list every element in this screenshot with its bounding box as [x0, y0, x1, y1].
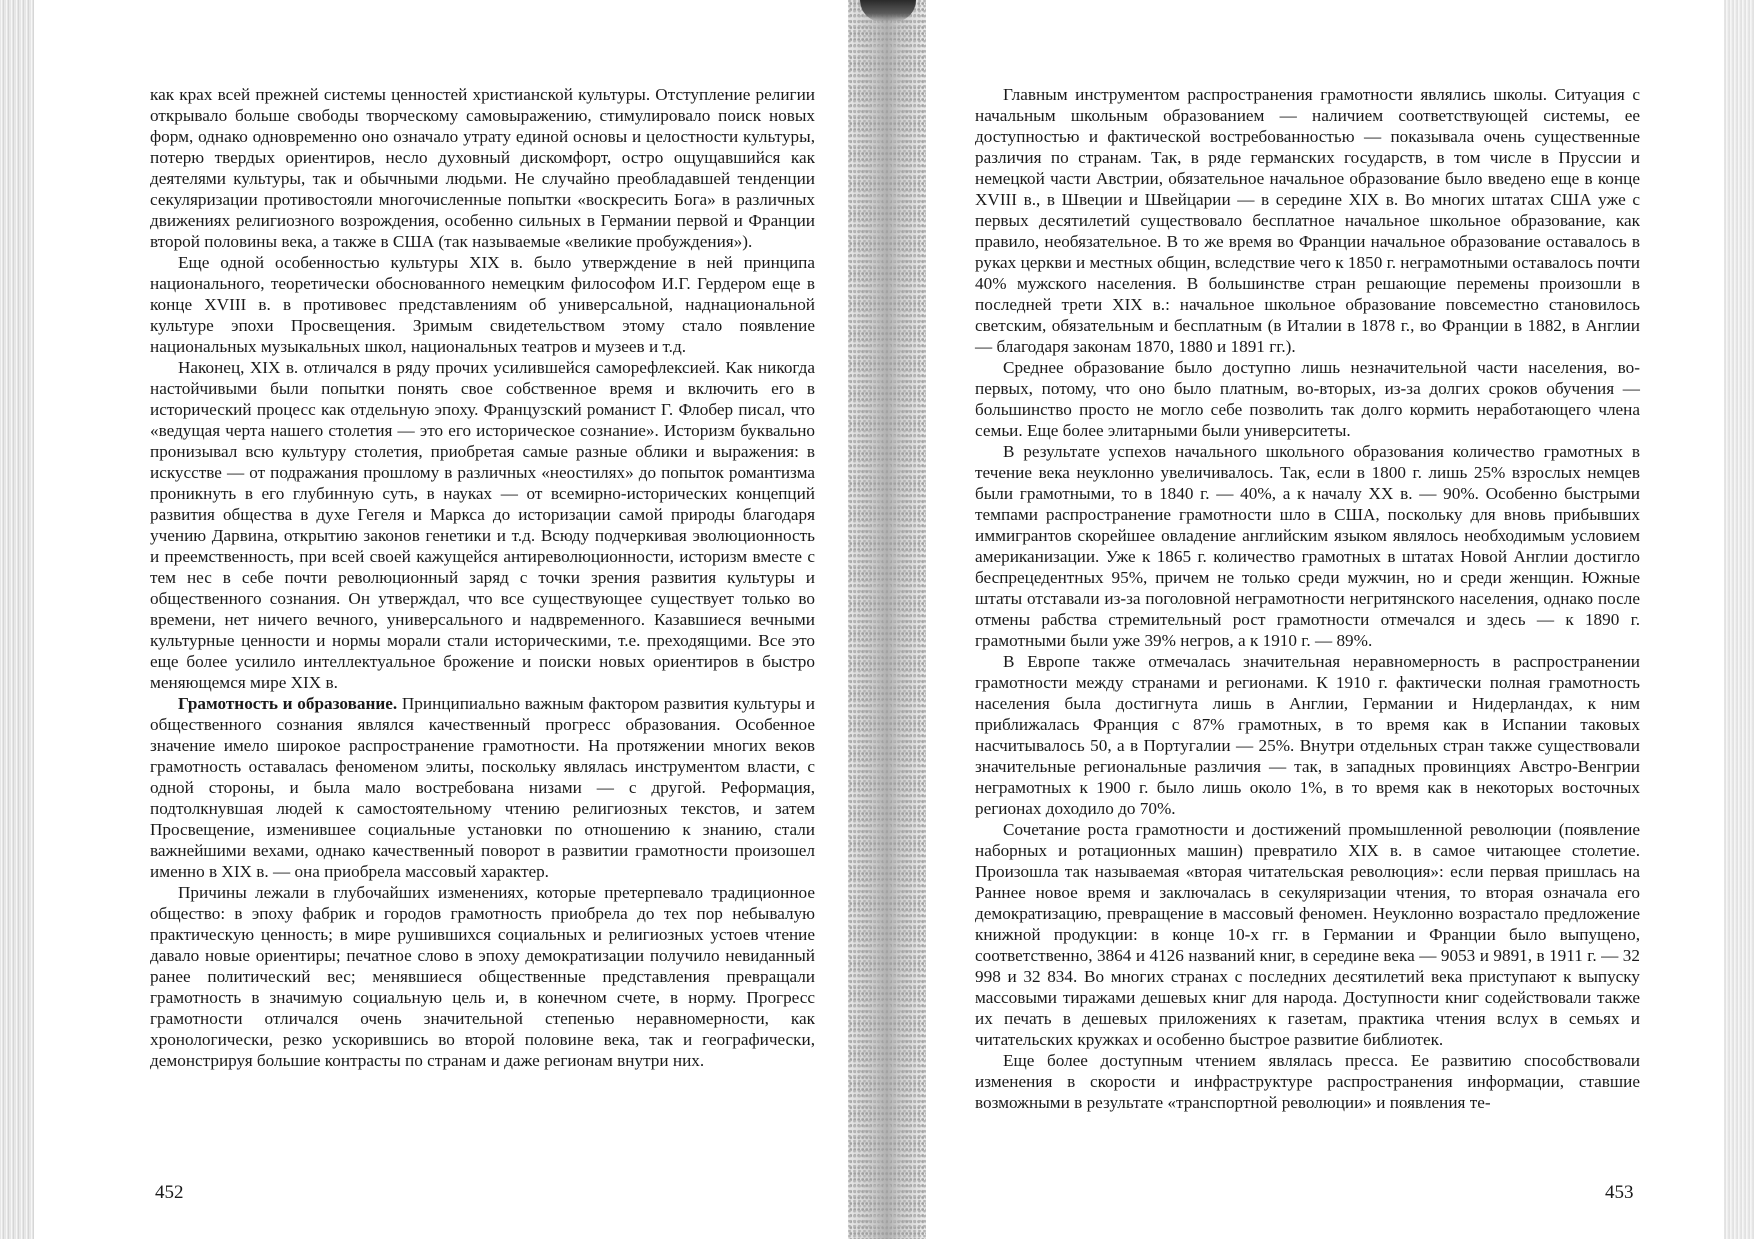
paragraph: Еще одной особенностью культуры XIX в. было утверждение в ней принципа национального, теоретически обоснованного немецким философом И.Г. Гердером еще в конце XVIII в. в противовес представлениям об универсальной, наднациональной культуре эпохи Просвещения. Зримым свидетельством этому стало появление национальных музыкальных школ, национальных театров и музеев и т.д. [150, 253, 815, 356]
book-gutter [848, 0, 926, 1239]
paragraph: Причины лежали в глубочайших изменениях, которые претерпевало традиционное общество: в эпоху фабрик и городов грамотность приобрела до тех пор небывалую практическую ценность; в мире рушившихся социальных и религиозных устоев чтение давало новые ориентиры; печатное слово в эпоху демократизации получило невиданный ранее политический вес; менявшиеся общественные представления превращали грамотность в значимую социальную цель и, в конечном счете, в норму. Прогресс грамотности отличался очень значительной степенью неравномерности, как хронологически, резко ускорившись во второй половине века, так и географически, демонстрируя большие контрасты по странам и даже регионам внутри них. [150, 883, 815, 1070]
paragraph: Сочетание роста грамотности и достижений промышленной революции (появление наборных и ротационных машин) превратило XIX в. в самое читающее столетие. Произошла так называемая «вторая читательская революция»: если первая пришлась на Раннее новое время и заключалась в секуляризации чтения, то вторая означала его демократизацию, превращение в массовый феномен. Неуклонно возрастало предложение книжной продукции: в конце 10-х гг. в Германии и Франции было выпущено, соответственно, 3864 и 4126 названий книг, в середине века — 9053 и 9891, в 1911 г. — 32 998 и 32 834. Во многих странах с последних десятилетий века приступают к выпуску массовыми тиражами дешевых книг для народа. Доступности книг содействовали также их печать в дешевых приложениях к газетам, практика чтения вслух в семьях и читательских кружках и особенно быстрое развитие библиотек. [975, 820, 1640, 1049]
paragraph: В результате успехов начального школьного образования количество грамотных в течение века неуклонно увеличивалось. Так, если в 1800 г. лишь 25% взрослых немцев были грамотными, то в 1840 г. — 40%, а к началу XX в. — 90%. Особенно быстрыми темпами распространение грамотности шло в США, поскольку для вновь прибывших иммигрантов скорейшее овладение английским языком являлось необходимым условием американизации. Уже к 1865 г. количество грамотных в штатах Новой Англии достигло беспрецедентных 95%, причем не только среди мужчин, но и среди женщин. Южные штаты отставали из-за поголовной неграмотности негритянского населения, однако после отмены рабства стремительный рост грамотности отмечался и здесь — к 1890 г. грамотными были уже 39% негров, а к 1910 г. — 89%. [975, 442, 1640, 650]
paragraph-text: Принципиально важным фактором развития культуры и общественного сознания являлся качественный прогресс образования. Особенное значение имело широкое распространение грамотности. На протяжении многих веков грамотность оставалась феноменом элиты, поскольку являлась инструментом власти, с одной стороны, и была мало востребована низами — с другой. Реформация, подтолкнувшая людей к самостоятельному чтению религиозных текстов, и затем Просвещение, изменившее социальные установки по отношению к знанию, стали важнейшими вехами, однако качественный поворот в развитии грамотности произошел именно в XIX в. — она приобрела массовый характер. [150, 694, 815, 881]
paragraph: как крах всей прежней системы ценностей христианской культуры. Отступление религии открывало больше свободы творческому самовыражению, стимулировало поиск новых форм, однако одновременно оно означало утрату единой основы и целостности культуры, потерю твердых ориентиров, несло духовный дискомфорт, остро ощущавшийся как деятелями культуры, так и обычными людьми. Не случайно преобладавшей тенденции секуляризации противостояли многочисленные попытки «воскресить Бога» в различных движениях религиозного возрождения, особенно сильных в Германии первой и Франции второй половины века, а также в США (так называемые «великие пробуждения»). [150, 85, 815, 251]
paragraph: В Европе также отмечалась значительная неравномерность в распространении грамотности между странами и регионами. К 1910 г. фактически полная грамотность населения была достигнута лишь в Англии, Германии и Нидерландах, к ним приближалась Франция с 87% грамотных, в то время как в Испании таковых насчитывалось 50, а в Португалии — 25%. Внутри отдельных стран также существовали значительные региональные различия — так, в западных провинциях Австро-Венгрии неграмотных к 1900 г. было лишь около 1%, в то время как в некоторых восточных регионах доходило до 70%. [975, 652, 1640, 818]
paragraph: Еще более доступным чтением являлась пресса. Ее развитию способствовали изменения в скорости и инфраструктуре распространения информации, ставшие возможными в результате «транспортной революции» и появления те- [975, 1051, 1640, 1112]
page-number-right: 453 [1605, 1182, 1634, 1203]
scan-right-edge [1724, 0, 1754, 1239]
right-page [975, 84, 1640, 1113]
paragraph: Среднее образование было доступно лишь незначительной части населения, во-первых, потому, что оно было платным, во-вторых, из-за долгих сроков обучения — большинство просто не могло себе позволить так долго кормить неработающего члена семьи. Еще более элитарными были университеты. [975, 358, 1640, 440]
scan-left-edge [0, 0, 34, 1239]
paragraph: Главным инструментом распространения грамотности являлись школы. Ситуация с начальным школьным образованием — наличием соответствующей системы, ее доступностью и фактической востребованностью — показывала очень существенные различия по странам. Так, в ряде германских государств, в том числе в Пруссии и немецкой части Австрии, обязательное начальное образование было введено еще в конце XVIII в., в Швеции и Швейцарии — в середине XIX в. Во многих штатах США уже с первых десятилетий существовало бесплатное начальное школьное образование, как правило, необязательное. В то же время во Франции начальное образование оставалось в руках церкви и местных общин, вследствие чего к 1850 г. неграмотными оставалось почти 40% мужского населения. В большинстве стран решающие перемены произошли в последней трети XIX в.: начальное школьное образование повсеместно становилось светским, обязательным и бесплатным (в Италии в 1878 г., во Франции в 1882, в Англии — благодаря законам 1870, 1880 и 1891 гг.). [975, 85, 1640, 356]
section-subheading: Грамотность и образование. [178, 694, 398, 713]
paragraph [150, 693, 815, 882]
left-page [150, 84, 815, 1071]
page-number-left: 452 [155, 1182, 184, 1203]
paragraph: Наконец, XIX в. отличался в ряду прочих усилившейся саморефлексией. Как никогда настойчивыми были попытки понять свое собственное время и включить его в исторический процесс как отдельную эпоху. Французский романист Г. Флобер писал, что «ведущая черта нашего столетия — это его историческое сознание». Историзм буквально пронизывал всю культуру столетия, приобретая самые разные облики и выражения: в искусстве — от подражания прошлому в различных «неостилях» до попыток романтизма проникнуть в его глубинную суть, в науках — от всемирно-исторических концепций развития общества в духе Гегеля и Маркса до историзации самой природы благодаря учению Дарвина, открытию законов генетики и т.д. Всюду подчеркивая эволюционность и преемственность, при всей своей кажущейся антиреволюционности, историзм вместе с тем нес в себе почти революционный заряд с точки зрения развития культуры и общественного сознания. Он утверждал, что все существующее существует только во времени, нет ничего вечного, универсального и надвременного. Казавшиеся вечными культурные ценности и нормы морали стали историческими, т.е. преходящими. Все это еще более усилило интеллектуальное брожение и поиски новых ориентиров в быстро меняющемся мире XIX в. [150, 358, 815, 692]
